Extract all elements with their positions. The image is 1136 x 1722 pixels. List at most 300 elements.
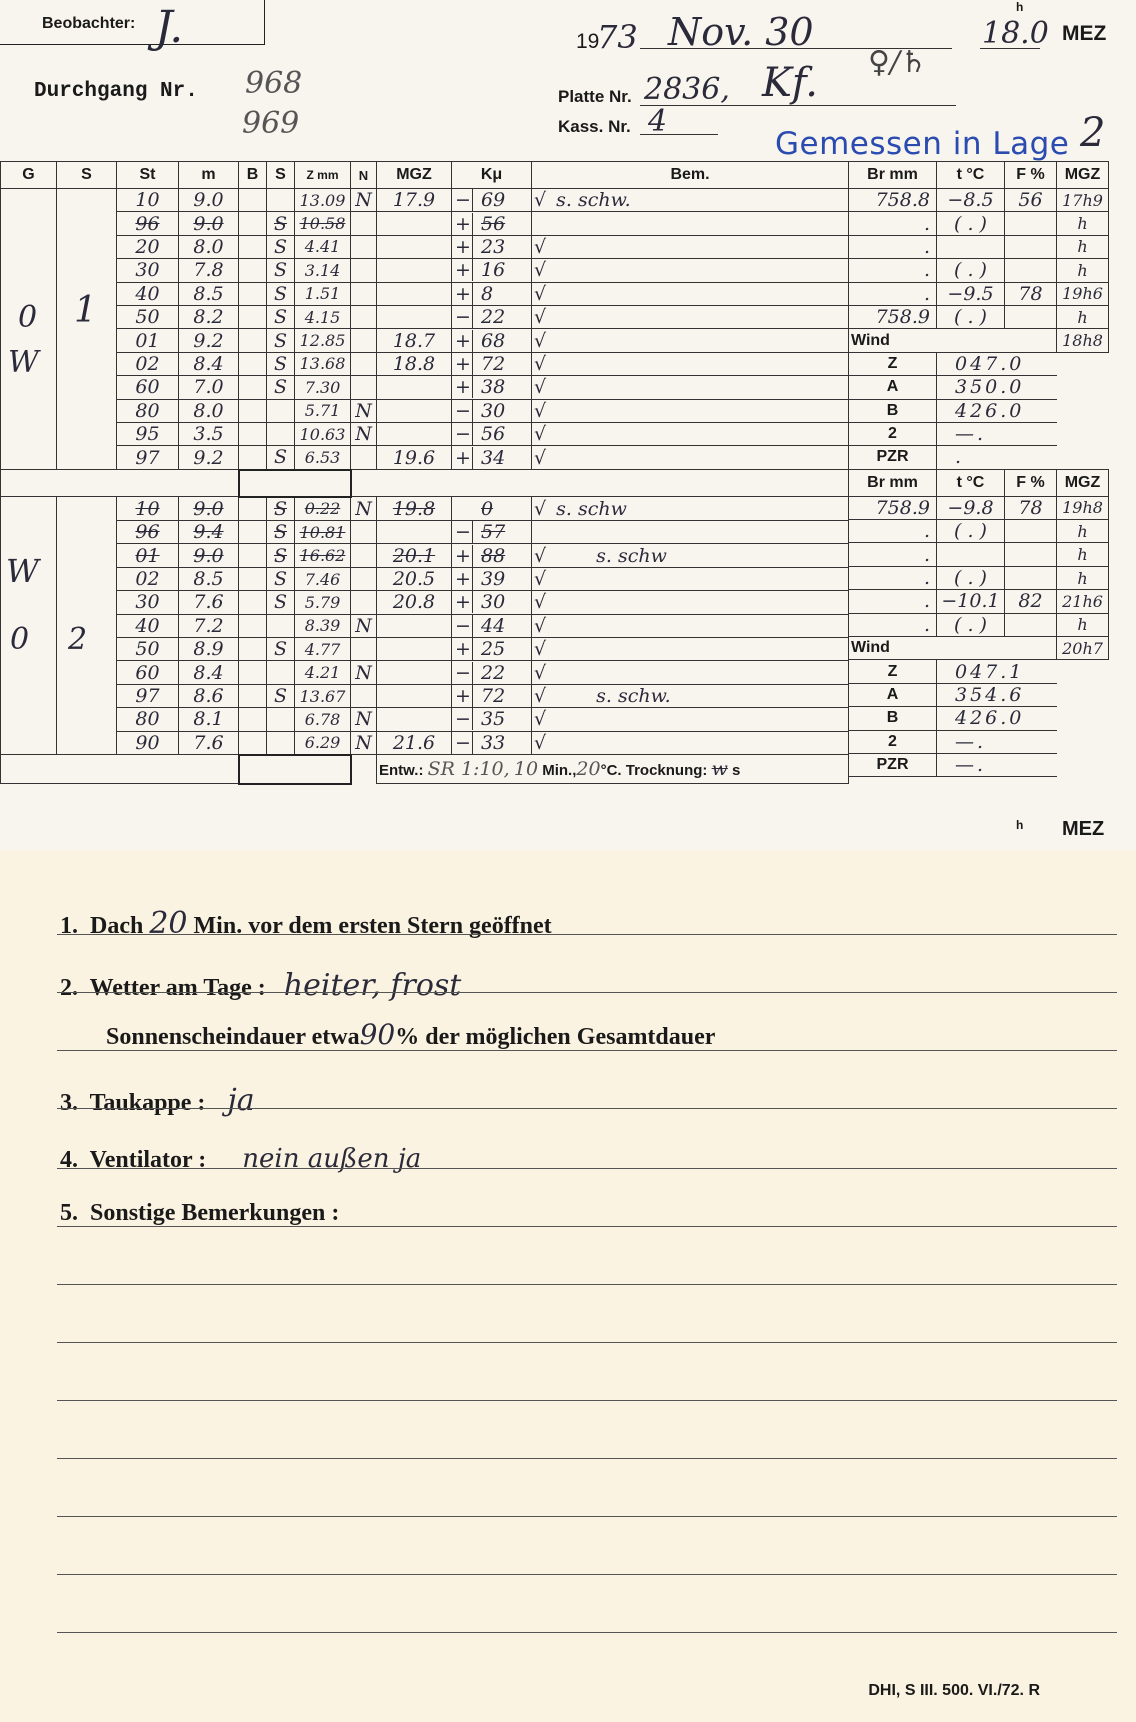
mgz-cell bbox=[377, 614, 452, 637]
remark-text: s. schw. bbox=[556, 189, 631, 212]
k-value: 69 bbox=[481, 189, 506, 212]
mgz-cell: 20.8 bbox=[377, 591, 452, 614]
bem-cell bbox=[532, 235, 849, 258]
meteo-row bbox=[849, 496, 1109, 519]
g-cell bbox=[1, 521, 57, 544]
mgz-cell bbox=[377, 661, 452, 684]
st-cell: 50 bbox=[117, 305, 179, 328]
pressure-cell: . bbox=[849, 235, 937, 258]
q1-pre: Dach bbox=[90, 913, 144, 939]
k-sign: + bbox=[454, 259, 473, 281]
b-cell bbox=[239, 638, 267, 661]
entw-minutes: 10 bbox=[513, 758, 539, 781]
meteo-header-t-2: t °C bbox=[937, 469, 1005, 496]
g-cell bbox=[1, 708, 57, 731]
g-cell bbox=[1, 235, 57, 258]
check-mark: √ bbox=[534, 638, 547, 661]
meteo-header-br-2: Br mm bbox=[849, 469, 937, 496]
b-cell bbox=[239, 212, 267, 235]
m-cell: 8.4 bbox=[179, 352, 239, 375]
s-flag-cell bbox=[267, 708, 295, 731]
z-cell: 12.85 bbox=[295, 329, 351, 352]
meteo-row bbox=[849, 282, 1109, 305]
b-cell bbox=[239, 282, 267, 305]
g-cell bbox=[1, 497, 57, 521]
s-cell bbox=[57, 684, 117, 707]
humidity-cell bbox=[1005, 259, 1057, 282]
st-cell: 96 bbox=[117, 521, 179, 544]
k-cell bbox=[452, 282, 532, 305]
bem-cell bbox=[532, 708, 849, 731]
k-value: 22 bbox=[481, 306, 506, 329]
n-cell: N bbox=[351, 497, 377, 521]
observation-row bbox=[1, 684, 849, 707]
observation-row bbox=[1, 446, 849, 470]
pressure-cell: . bbox=[849, 282, 937, 305]
z-cell: 4.21 bbox=[295, 661, 351, 684]
humidity-cell bbox=[1005, 235, 1057, 258]
meteo-block2 bbox=[849, 496, 1109, 777]
temp-cell: ( . ) bbox=[937, 259, 1005, 282]
q1-hand: 20 bbox=[149, 906, 188, 941]
meteo-mgz-cell: h bbox=[1057, 613, 1109, 636]
k-value: 38 bbox=[481, 376, 506, 399]
s-flag-cell bbox=[267, 731, 295, 755]
bem-cell bbox=[532, 544, 849, 567]
orientation-row bbox=[849, 753, 1109, 776]
g-cell bbox=[1, 189, 57, 212]
k-sign: − bbox=[454, 400, 473, 422]
k-value: 23 bbox=[481, 235, 506, 258]
humidity-cell: 56 bbox=[1005, 189, 1057, 212]
remarks-line-7 bbox=[57, 1574, 1117, 1575]
z-cell: 10.58 bbox=[295, 212, 351, 235]
s-flag-cell: S bbox=[267, 235, 295, 258]
check-mark: √ bbox=[534, 423, 547, 446]
st-cell: 10 bbox=[117, 497, 179, 521]
temp-cell: −8.5 bbox=[937, 189, 1005, 212]
st-cell: 80 bbox=[117, 399, 179, 422]
b-cell bbox=[239, 352, 267, 375]
s-cell bbox=[57, 399, 117, 422]
g-cell bbox=[1, 661, 57, 684]
plate-extra: Kf. bbox=[762, 60, 818, 106]
s-flag-cell bbox=[267, 189, 295, 212]
check-mark: √ bbox=[534, 614, 547, 637]
col-header-bem: Bem. bbox=[532, 162, 849, 189]
st-cell: 40 bbox=[117, 282, 179, 305]
col-header-zmm: Z mm bbox=[295, 162, 351, 189]
orientation-spacer bbox=[1057, 352, 1109, 375]
col-header-s2: S bbox=[267, 162, 295, 189]
col-header-st: St bbox=[117, 162, 179, 189]
meteo-header-row bbox=[849, 162, 1109, 189]
remarks-line-6 bbox=[57, 1516, 1117, 1517]
k-value: 33 bbox=[481, 732, 506, 755]
orientation-value: 350.0 bbox=[937, 376, 1057, 399]
orientation-value: . bbox=[937, 446, 1057, 469]
orientation-row bbox=[849, 399, 1109, 422]
orientation-spacer bbox=[1057, 730, 1109, 753]
m-cell: 9.0 bbox=[179, 497, 239, 521]
meteo-mgz-cell: h bbox=[1057, 305, 1109, 328]
observation-row bbox=[1, 259, 849, 282]
k-value: 72 bbox=[481, 685, 506, 707]
g-cell bbox=[1, 591, 57, 614]
check-mark: √ bbox=[534, 352, 547, 375]
meteo-header-mgz-2: MGZ bbox=[1057, 469, 1109, 496]
s-cell bbox=[57, 422, 117, 445]
k-cell bbox=[452, 567, 532, 590]
bem-cell bbox=[532, 212, 849, 235]
k-value: 16 bbox=[481, 259, 506, 282]
st-cell: 60 bbox=[117, 376, 179, 399]
col-header-mgz: MGZ bbox=[377, 162, 452, 189]
temp-cell: ( . ) bbox=[937, 566, 1005, 589]
n-cell: N bbox=[351, 422, 377, 445]
bem-cell bbox=[532, 638, 849, 661]
q3-number: 3. bbox=[60, 1090, 78, 1116]
block1-s-label: 1 bbox=[74, 290, 97, 331]
meteo-mgz-cell: 17h9 bbox=[1057, 189, 1109, 212]
bem-cell bbox=[532, 376, 849, 399]
stamp-number: 2 bbox=[1080, 110, 1106, 156]
orientation-spacer bbox=[1057, 683, 1109, 706]
block2-rows bbox=[1, 497, 849, 755]
k-value: 56 bbox=[481, 212, 506, 235]
bem-cell bbox=[532, 329, 849, 352]
n-cell bbox=[351, 212, 377, 235]
mgz-cell bbox=[377, 399, 452, 422]
q5-number: 5. bbox=[60, 1200, 78, 1226]
q1-row bbox=[60, 906, 552, 941]
mgz-cell bbox=[377, 282, 452, 305]
meteo-table bbox=[848, 161, 1109, 777]
pressure-cell: . bbox=[849, 543, 937, 566]
k-value: 57 bbox=[481, 521, 506, 544]
s-flag-cell: S bbox=[267, 305, 295, 328]
orientation-row bbox=[849, 376, 1109, 399]
temp-cell: ( . ) bbox=[937, 305, 1005, 328]
meteo-header-row-2 bbox=[849, 469, 1109, 496]
z-cell: 5.71 bbox=[295, 399, 351, 422]
humidity-cell: 78 bbox=[1005, 496, 1057, 519]
check-mark: √ bbox=[534, 259, 547, 282]
bem-cell bbox=[532, 259, 849, 282]
block-separator-row bbox=[1, 470, 849, 497]
k-cell bbox=[452, 497, 532, 521]
observer-label: Beobachter: bbox=[42, 15, 136, 32]
orientation-spacer bbox=[1057, 376, 1109, 399]
mgz-cell: 18.7 bbox=[377, 329, 452, 352]
humidity-cell bbox=[1005, 212, 1057, 235]
b-cell bbox=[239, 329, 267, 352]
s-cell bbox=[57, 329, 117, 352]
q2-row bbox=[60, 968, 461, 1003]
bem-cell bbox=[532, 446, 849, 470]
wind-label: Wind bbox=[849, 637, 937, 660]
orientation-label: B bbox=[849, 399, 937, 422]
n-cell: N bbox=[351, 399, 377, 422]
q3-row bbox=[60, 1083, 255, 1118]
z-cell: 6.78 bbox=[295, 708, 351, 731]
orientation-spacer bbox=[1057, 399, 1109, 422]
k-sign: + bbox=[454, 545, 473, 567]
k-cell bbox=[452, 305, 532, 328]
k-cell bbox=[452, 446, 532, 470]
check-mark: √ bbox=[534, 189, 547, 212]
pressure-cell: . bbox=[849, 212, 937, 235]
remarks-line-1 bbox=[57, 1226, 1117, 1227]
observation-row bbox=[1, 376, 849, 399]
g-cell bbox=[1, 422, 57, 445]
m-cell: 8.0 bbox=[179, 235, 239, 258]
mgz-cell bbox=[377, 638, 452, 661]
z-cell: 10.81 bbox=[295, 521, 351, 544]
n-cell: N bbox=[351, 189, 377, 212]
check-mark: √ bbox=[534, 497, 547, 520]
meteo-mgz-cell: h bbox=[1057, 566, 1109, 589]
cassette-value: 4 bbox=[648, 104, 668, 139]
s-flag-cell bbox=[267, 422, 295, 445]
b-cell bbox=[239, 567, 267, 590]
s-cell bbox=[57, 567, 117, 590]
g-cell bbox=[1, 731, 57, 755]
time-zone: MEZ bbox=[1062, 22, 1107, 45]
k-value: 35 bbox=[481, 708, 506, 731]
m-cell: 7.6 bbox=[179, 731, 239, 755]
k-cell bbox=[452, 189, 532, 212]
s-cell bbox=[57, 446, 117, 470]
block1-g-label-1: 0 bbox=[18, 300, 38, 335]
k-sign: + bbox=[454, 353, 473, 375]
remark-text: s. schw bbox=[596, 544, 667, 567]
bem-cell bbox=[532, 661, 849, 684]
mgz-cell: 17.9 bbox=[377, 189, 452, 212]
bem-cell bbox=[532, 282, 849, 305]
s-cell bbox=[57, 661, 117, 684]
meteo-mgz-cell: 21h6 bbox=[1057, 590, 1109, 613]
z-cell: 8.39 bbox=[295, 614, 351, 637]
remark-text: s. schw. bbox=[596, 685, 671, 707]
wind-mgz: 18h8 bbox=[1057, 329, 1109, 352]
k-value: 44 bbox=[481, 614, 506, 637]
k-cell bbox=[452, 259, 532, 282]
s-flag-cell: S bbox=[267, 329, 295, 352]
z-cell: 5.79 bbox=[295, 591, 351, 614]
col-header-g: G bbox=[1, 162, 57, 189]
st-cell: 95 bbox=[117, 422, 179, 445]
remark-text: s. schw bbox=[556, 497, 627, 520]
wind-label: Wind bbox=[849, 329, 937, 352]
remarks-line-2 bbox=[57, 1284, 1117, 1285]
year-prefix: 19 bbox=[576, 30, 600, 53]
s-cell bbox=[57, 497, 117, 521]
remarks-line-8 bbox=[57, 1632, 1117, 1633]
k-value: 25 bbox=[481, 638, 506, 661]
cassette-label: Kass. Nr. bbox=[558, 117, 631, 136]
block1-rows bbox=[1, 189, 849, 470]
k-value: 30 bbox=[481, 399, 506, 422]
s-flag-cell: S bbox=[267, 446, 295, 470]
m-cell: 3.5 bbox=[179, 422, 239, 445]
k-sign: − bbox=[454, 708, 473, 730]
temp-cell: ( . ) bbox=[937, 520, 1005, 543]
orientation-value: —. bbox=[937, 422, 1057, 445]
m-cell: 7.6 bbox=[179, 591, 239, 614]
k-sign: + bbox=[454, 568, 473, 590]
mgz-cell bbox=[377, 708, 452, 731]
z-cell: 6.53 bbox=[295, 446, 351, 470]
z-cell: 3.14 bbox=[295, 259, 351, 282]
entw-row bbox=[1, 755, 849, 784]
pressure-cell: 758.9 bbox=[849, 305, 937, 328]
k-cell bbox=[452, 329, 532, 352]
orientation-row bbox=[849, 707, 1109, 730]
observation-row bbox=[1, 544, 849, 567]
check-mark: √ bbox=[534, 329, 547, 352]
bem-cell bbox=[532, 591, 849, 614]
meteo-block1 bbox=[849, 189, 1109, 470]
k-sign: + bbox=[454, 591, 473, 613]
k-sign: − bbox=[454, 662, 473, 684]
mgz-cell: 20.5 bbox=[377, 567, 452, 590]
orientation-label: 2 bbox=[849, 422, 937, 445]
meteo-row bbox=[849, 520, 1109, 543]
k-cell bbox=[452, 638, 532, 661]
q1-number: 1. bbox=[60, 913, 78, 939]
bem-cell bbox=[532, 614, 849, 637]
m-cell: 7.8 bbox=[179, 259, 239, 282]
s-cell bbox=[57, 259, 117, 282]
z-cell: 16.62 bbox=[295, 544, 351, 567]
year-value: 73 bbox=[597, 18, 638, 56]
k-value: 72 bbox=[481, 352, 506, 375]
k-sign: − bbox=[454, 732, 473, 754]
n-cell: N bbox=[351, 614, 377, 637]
bem-cell bbox=[532, 352, 849, 375]
humidity-cell bbox=[1005, 566, 1057, 589]
meteo-row bbox=[849, 590, 1109, 613]
meteo-mgz-cell: 19h6 bbox=[1057, 282, 1109, 305]
bem-cell bbox=[532, 399, 849, 422]
st-cell: 01 bbox=[117, 544, 179, 567]
z-cell: 4.41 bbox=[295, 235, 351, 258]
pass-number-1: 968 bbox=[245, 66, 303, 101]
observation-row bbox=[1, 399, 849, 422]
observation-row bbox=[1, 329, 849, 352]
orientation-row bbox=[849, 660, 1109, 683]
k-value: 34 bbox=[481, 446, 506, 469]
meteo-header-f-2: F % bbox=[1005, 469, 1057, 496]
s-flag-cell: S bbox=[267, 684, 295, 707]
orientation-row bbox=[849, 422, 1109, 445]
pressure-cell: . bbox=[849, 520, 937, 543]
q3-label: Taukappe : bbox=[89, 1090, 206, 1116]
b-cell bbox=[239, 684, 267, 707]
k-value: 68 bbox=[481, 329, 506, 352]
wind-row bbox=[849, 329, 1109, 352]
orientation-label: PZR bbox=[849, 446, 937, 469]
s-flag-cell: S bbox=[267, 591, 295, 614]
z-cell: 4.15 bbox=[295, 305, 351, 328]
n-cell bbox=[351, 591, 377, 614]
st-cell: 97 bbox=[117, 684, 179, 707]
bem-cell bbox=[532, 731, 849, 755]
q2b-hand: 90 bbox=[359, 1018, 396, 1051]
st-cell: 96 bbox=[117, 212, 179, 235]
k-sign: − bbox=[454, 189, 473, 211]
k-cell bbox=[452, 614, 532, 637]
check-mark: √ bbox=[534, 376, 547, 399]
s-flag-cell: S bbox=[267, 282, 295, 305]
st-cell: 30 bbox=[117, 591, 179, 614]
st-cell: 02 bbox=[117, 567, 179, 590]
mgz-cell bbox=[377, 376, 452, 399]
q5-row bbox=[60, 1200, 339, 1227]
meteo-row bbox=[849, 566, 1109, 589]
s-cell bbox=[57, 591, 117, 614]
time-value: 18.0 bbox=[982, 16, 1049, 51]
temp-cell: −9.5 bbox=[937, 282, 1005, 305]
q2b-post: % der möglichen Gesamtdauer bbox=[395, 1024, 716, 1050]
temp-cell: −9.8 bbox=[937, 496, 1005, 519]
footer-hour-mark: h bbox=[1016, 818, 1024, 832]
s-cell bbox=[57, 708, 117, 731]
m-cell: 8.6 bbox=[179, 684, 239, 707]
wind-spacer bbox=[937, 637, 1005, 660]
orientation-value: —. bbox=[937, 753, 1057, 776]
st-cell: 02 bbox=[117, 352, 179, 375]
humidity-cell bbox=[1005, 543, 1057, 566]
temp-cell bbox=[937, 543, 1005, 566]
orientation-value: 047.1 bbox=[937, 660, 1057, 683]
mgz-cell bbox=[377, 259, 452, 282]
k-sign: + bbox=[454, 283, 473, 305]
s-flag-cell bbox=[267, 661, 295, 684]
check-mark: √ bbox=[534, 446, 547, 469]
meteo-mgz-cell: h bbox=[1057, 235, 1109, 258]
k-sign: + bbox=[454, 638, 473, 660]
k-sign: − bbox=[454, 423, 473, 445]
q2-line bbox=[57, 992, 1117, 993]
s-flag-cell: S bbox=[267, 567, 295, 590]
mgz-cell bbox=[377, 212, 452, 235]
s-cell bbox=[57, 731, 117, 755]
orientation-spacer bbox=[1057, 707, 1109, 730]
planet-symbols: ♀/♄ bbox=[868, 45, 927, 80]
mgz-cell: 21.6 bbox=[377, 731, 452, 755]
observation-row bbox=[1, 591, 849, 614]
s-cell bbox=[57, 376, 117, 399]
mgz-cell bbox=[377, 305, 452, 328]
m-cell: 8.2 bbox=[179, 305, 239, 328]
k-cell bbox=[452, 376, 532, 399]
mgz-cell bbox=[377, 684, 452, 707]
q4-label: Ventilator : bbox=[89, 1147, 207, 1173]
entw-drying: w bbox=[711, 758, 728, 781]
bem-cell bbox=[532, 189, 849, 212]
q2-hand: heiter, frost bbox=[283, 968, 462, 1003]
orientation-label: PZR bbox=[849, 753, 937, 776]
table-header-row bbox=[1, 162, 849, 189]
observation-table bbox=[0, 161, 849, 785]
observation-row bbox=[1, 282, 849, 305]
k-value: 39 bbox=[481, 568, 506, 591]
s-flag-cell: S bbox=[267, 259, 295, 282]
st-cell: 50 bbox=[117, 638, 179, 661]
orientation-spacer bbox=[1057, 422, 1109, 445]
